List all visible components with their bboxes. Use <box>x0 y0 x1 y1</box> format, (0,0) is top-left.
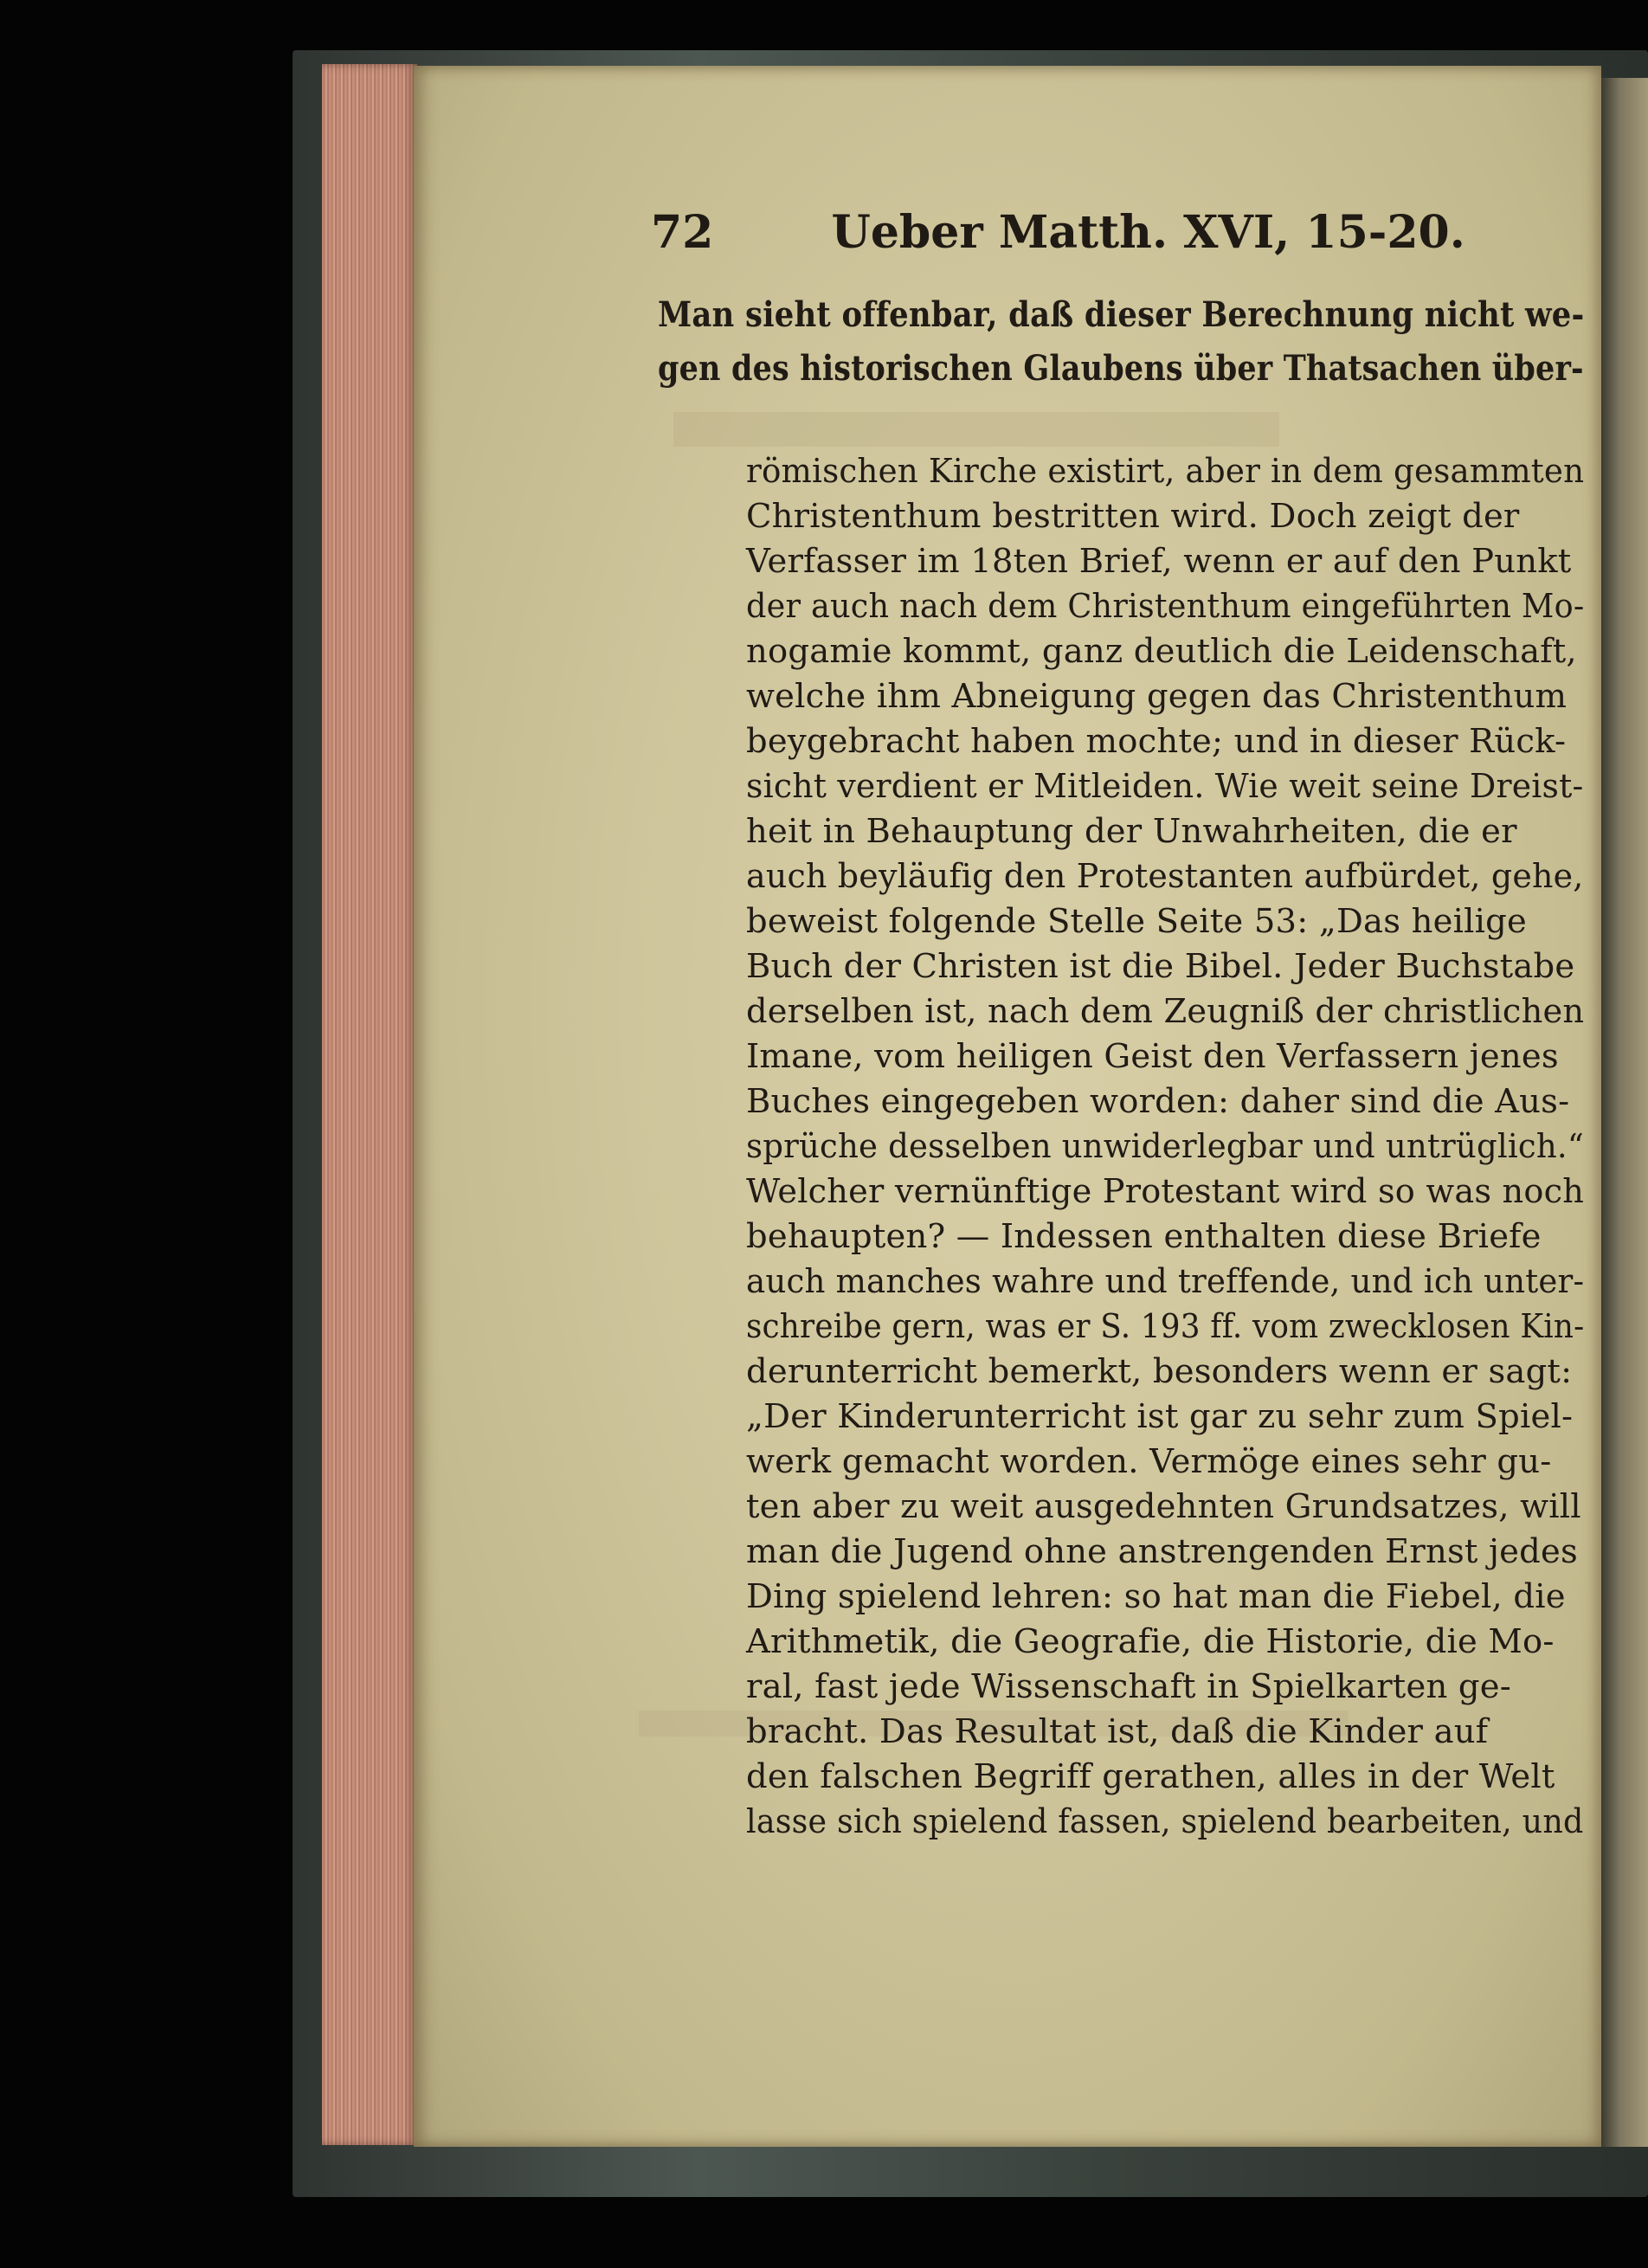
text-line: werk gemacht worden. Vermöge eines sehr gu- <box>746 1442 1552 1481</box>
text-line: gen des historischen Glaubens über Thatsachen über- <box>658 348 1584 389</box>
text-line: nogamie kommt, ganz deutlich die Leidenschaft, <box>746 632 1577 671</box>
text-line: Buch der Christen ist die Bibel. Jeder Buchstabe <box>746 947 1575 986</box>
text-line: behaupten? — Indessen enthalten diese Briefe <box>746 1217 1542 1256</box>
text-line: Buches eingegeben worden: daher sind die Aus- <box>746 1082 1570 1121</box>
text-line: ten aber zu weit ausgedehnten Grundsatzes, will <box>746 1487 1581 1526</box>
text-line: den falschen Begriff gerathen, alles in der Welt <box>746 1757 1555 1796</box>
text-line: der auch nach dem Christenthum eingeführten Mo- <box>746 587 1585 626</box>
text-line: lasse sich spielend fassen, spielend bearbeiten, und <box>746 1802 1584 1841</box>
text-line: ral, fast jede Wissenschaft in Spielkarten ge- <box>746 1667 1511 1706</box>
facing-page-edge <box>1601 78 1648 2147</box>
text-line: Arithmetik, die Geografie, die Historie, die Mo- <box>746 1622 1555 1661</box>
text-line: man die Jugend ohne anstrengenden Ernst jedes <box>746 1532 1578 1571</box>
text-line: auch beyläufig den Protestanten aufbürdet, gehe, <box>746 857 1584 896</box>
text-line: schreibe gern, was er S. 193 ff. vom zwecklosen Kin- <box>746 1307 1585 1346</box>
text-line: beweist folgende Stelle Seite 53: „Das heilige <box>746 902 1527 941</box>
text-line: derselben ist, nach dem Zeugniß der christlichen <box>746 992 1585 1031</box>
running-title: Ueber Matth. XVI, 15-20. <box>831 206 1465 259</box>
page-number: 72 <box>651 206 714 259</box>
text-line: derunterricht bemerkt, besonders wenn er sagt: <box>746 1352 1573 1391</box>
text-line: Imane, vom heiligen Geist den Verfassern jenes <box>746 1037 1559 1076</box>
text-line: römischen Kirche existirt, aber in dem gesammten <box>746 452 1585 491</box>
text-line: auch manches wahre und treffende, und ich unter- <box>746 1262 1585 1301</box>
text-line: welche ihm Abneigung gegen das Christenthum <box>746 677 1568 716</box>
text-line: beygebracht haben mochte; und in dieser Rück- <box>746 722 1567 761</box>
text-line: heit in Behauptung der Unwahrheiten, die er <box>746 812 1517 851</box>
text-line: Verfasser im 18ten Brief, wenn er auf den Punkt <box>746 542 1572 581</box>
text-line: Welcher vernünftige Protestant wird so was noch <box>746 1172 1585 1211</box>
text-line: Man sieht offenbar, daß dieser Berechnung nicht we- <box>658 294 1585 335</box>
text-line: Ding spielend lehren: so hat man die Fiebel, die <box>746 1577 1566 1616</box>
text-line: sprüche desselben unwiderlegbar und untrüglich.“ <box>746 1127 1585 1166</box>
page-edges <box>322 64 417 2145</box>
page-header <box>651 206 1465 259</box>
show-through-smudge <box>673 412 1279 447</box>
text-line: sicht verdient er Mitleiden. Wie weit seine Dreist- <box>746 767 1584 806</box>
text-line: „Der Kinderunterricht ist gar zu sehr zum Spiel- <box>746 1397 1574 1436</box>
text-line: Christenthum bestritten wird. Doch zeigt der <box>746 497 1520 536</box>
text-line: bracht. Das Resultat ist, daß die Kinder auf <box>746 1712 1489 1751</box>
